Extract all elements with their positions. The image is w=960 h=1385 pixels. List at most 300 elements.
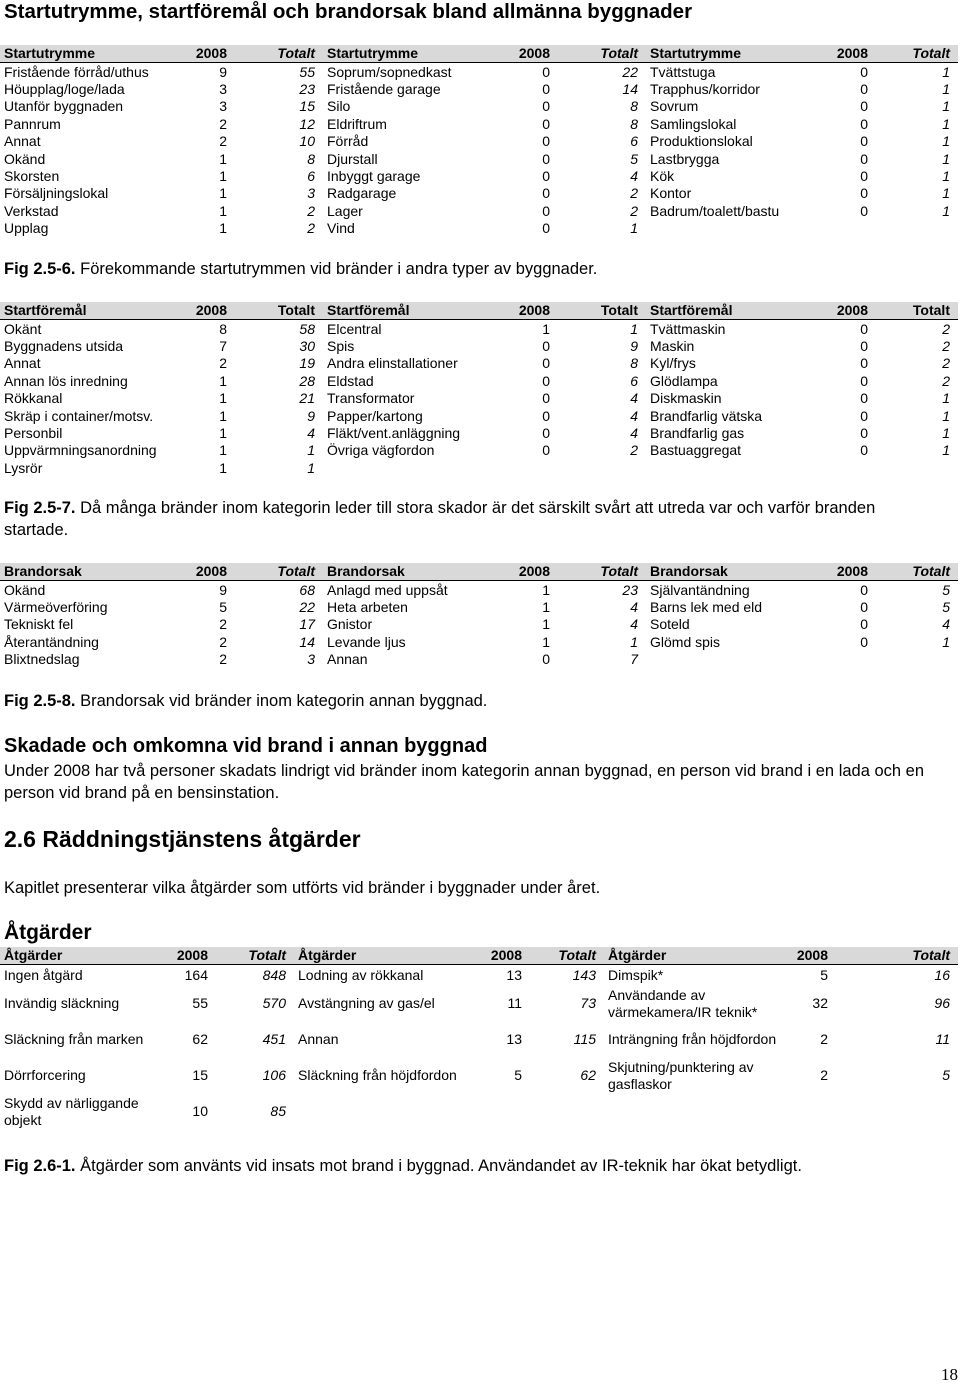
table-cell: 5 <box>514 1067 522 1083</box>
table-row <box>0 986 958 1022</box>
table-row <box>0 185 958 202</box>
table-cell: 0 <box>860 150 868 167</box>
table-cell: Pannrum <box>4 115 61 132</box>
figure-caption: Fig 2.5-7. Då många bränder inom kategorin leder till stora skador är det särskilt svårt att utreda var och varför branden startade. <box>4 499 876 539</box>
table-cell: 3 <box>307 185 315 202</box>
table-cell: Bastuaggregat <box>650 442 742 459</box>
table-cell: Upplag <box>4 220 49 237</box>
section-text: Under 2008 har två personer skadats lindrigt vid bränder inom kategorin annan byggnad, en person vid brand i en lada och en person vid brand på en bensinstation. <box>4 762 925 802</box>
table-row <box>0 1058 958 1094</box>
table-cell: 1 <box>219 390 227 407</box>
table-cell: 14 <box>299 633 315 650</box>
table-cell: 8 <box>630 115 638 132</box>
table-cell <box>323 460 513 477</box>
table-cell: 2 <box>630 202 638 219</box>
table-cell: Skjutning/punktering av gasflaskor <box>608 1058 754 1092</box>
table-row <box>0 63 958 81</box>
table-cell: 2 <box>630 185 638 202</box>
table-cell: Värmeöverföring <box>4 598 108 615</box>
table-cell: 4 <box>630 407 638 424</box>
table-cell: Anlagd med uppsåt <box>327 581 448 598</box>
table-cell: 62 <box>192 1031 208 1047</box>
table-cell: Barns lek med eld <box>650 598 763 615</box>
table-cell: Släckning från höjdfordon <box>298 1067 457 1083</box>
table-cell: 3 <box>307 651 315 668</box>
table-cell: 55 <box>192 995 208 1011</box>
column-header: Totalt <box>558 563 646 581</box>
table-row <box>0 98 958 115</box>
table-row <box>0 168 958 185</box>
table-cell: 0 <box>542 167 550 184</box>
table-row <box>0 599 958 616</box>
table-cell: 0 <box>542 372 550 389</box>
table-cell: 13 <box>506 966 522 983</box>
table-cell: Soprum/sopnedkast <box>327 63 452 80</box>
table-cell: 1 <box>219 459 227 476</box>
table-cell: 4 <box>942 616 950 633</box>
table-cell: Invändig släckning <box>4 995 120 1011</box>
table-cell: Soteld <box>650 616 690 633</box>
table-cell: Tekniskt fel <box>4 616 74 633</box>
table-cell: Djurstall <box>327 150 378 167</box>
table-cell: 2 <box>942 337 950 354</box>
table-cell: 0 <box>860 133 868 150</box>
table-cell: Ingen åtgärd <box>4 966 83 983</box>
column-header: 2008 <box>482 947 530 965</box>
table-cell: Okänd <box>4 581 46 598</box>
table-cell: 5 <box>942 581 950 598</box>
table-cell: 1 <box>942 407 950 424</box>
table-cell: 2 <box>307 202 315 219</box>
table-cell: Verkstad <box>4 202 59 219</box>
table-cell: 10 <box>192 1103 208 1119</box>
table-cell: 0 <box>860 320 868 337</box>
table-cell: 5 <box>820 966 828 983</box>
table-cell: Heta arbeten <box>327 598 408 615</box>
table-cell: 0 <box>860 372 868 389</box>
table-cell: 9 <box>219 63 227 80</box>
table-cell: 0 <box>860 202 868 219</box>
table-cell: Papper/kartong <box>327 407 423 424</box>
table-cell: Annan lös inredning <box>4 372 128 389</box>
table-header-row <box>0 302 958 320</box>
table-cell: 4 <box>307 424 315 441</box>
table-cell: Glömd spis <box>650 633 721 650</box>
table-cell: Övriga vägfordon <box>327 442 435 459</box>
table-cell: 73 <box>580 995 596 1011</box>
table-cell: 1 <box>542 320 550 337</box>
column-header: 2008 <box>513 302 558 320</box>
table-cell: 0 <box>860 115 868 132</box>
table-cell <box>482 1094 530 1130</box>
column-header: Brandorsak <box>323 563 513 581</box>
table-cell: 4 <box>630 167 638 184</box>
table-cell: 115 <box>573 1031 596 1047</box>
table-row <box>0 133 958 150</box>
table-cell: Lodning av rökkanal <box>298 966 424 983</box>
table-cell: 8 <box>307 150 315 167</box>
table-cell: Lysrör <box>4 459 43 476</box>
table-cell: Försäljningslokal <box>4 185 109 202</box>
table-cell: 143 <box>572 966 596 983</box>
table-cell: Badrum/toalett/bastu <box>650 202 780 219</box>
table-row <box>0 220 958 237</box>
table-cell: 2 <box>820 1067 828 1083</box>
table-cell: 22 <box>299 598 315 615</box>
table-cell: Eldstad <box>327 372 374 389</box>
table-cell: 5 <box>942 598 950 615</box>
table-cell: 1 <box>942 98 950 115</box>
table-cell: 68 <box>299 581 315 598</box>
table-cell: Maskin <box>650 337 695 354</box>
table-cell: 5 <box>942 1067 950 1083</box>
table-cell <box>784 1094 836 1130</box>
table-cell: Glödlampa <box>650 372 718 389</box>
table-cell: 0 <box>542 63 550 80</box>
table-cell <box>836 1094 958 1130</box>
table-cell: 0 <box>860 407 868 424</box>
table-cell: 2 <box>307 220 315 237</box>
table-row <box>0 965 958 986</box>
table-cell <box>876 651 958 668</box>
table-row <box>0 1094 958 1130</box>
table-cell: Rökkanal <box>4 390 63 407</box>
column-header: Totalt <box>235 563 323 581</box>
table-cell: 0 <box>860 390 868 407</box>
table-cell: Fläkt/vent.anläggning <box>327 424 461 441</box>
table-cell: 15 <box>192 1067 208 1083</box>
table-cell: 0 <box>542 202 550 219</box>
table-cell: Lager <box>327 202 363 219</box>
table-cell: Gnistor <box>327 616 373 633</box>
table-cell: 2 <box>942 320 950 337</box>
chapter-heading: 2.6 Räddningstjänstens åtgärder <box>4 826 361 852</box>
table-cell: Transformator <box>327 390 415 407</box>
table-cell: Elcentral <box>327 320 382 337</box>
table-cell: Personbil <box>4 424 63 441</box>
table-cell: 19 <box>299 355 315 372</box>
table-cell: 1 <box>307 442 315 459</box>
column-header: Åtgärder <box>604 947 784 965</box>
table-cell: Eldriftrum <box>327 115 387 132</box>
table-row <box>0 425 958 442</box>
table-cell <box>876 460 958 477</box>
table-cell: 62 <box>580 1067 596 1083</box>
table-cell: 7 <box>219 337 227 354</box>
table-cell: 1 <box>219 424 227 441</box>
column-header: 2008 <box>513 563 558 581</box>
table-cell <box>831 651 876 668</box>
table-cell: 0 <box>860 63 868 80</box>
table-cell: 0 <box>542 98 550 115</box>
table-cell: Byggnadens utsida <box>4 337 124 354</box>
table-cell: 0 <box>542 337 550 354</box>
figure-caption: Fig 2.6-1. Åtgärder som använts vid insats mot brand i byggnad. Användandet av IR-teknik har ökat betydligt. <box>4 1157 802 1175</box>
table-cell: Samlingslokal <box>650 115 737 132</box>
table-cell: Radgarage <box>327 185 397 202</box>
table-cell: 1 <box>219 372 227 389</box>
table-cell: Inbyggt garage <box>327 167 421 184</box>
table-cell: 2 <box>219 133 227 150</box>
table-cell <box>558 460 646 477</box>
table-header-row <box>0 563 958 581</box>
table-cell: 3 <box>219 80 227 97</box>
table-cell: Annat <box>4 355 41 372</box>
table-cell: 1 <box>942 390 950 407</box>
table-cell: 6 <box>630 133 638 150</box>
table-cell: Annan <box>298 1031 339 1047</box>
column-header: 2008 <box>513 45 558 63</box>
table-row <box>0 81 958 98</box>
table-cell: 0 <box>860 442 868 459</box>
table-cell: Brandfarlig gas <box>650 424 745 441</box>
column-header: Totalt <box>876 45 958 63</box>
brandorsak-table <box>0 563 958 668</box>
table-cell: 8 <box>630 98 638 115</box>
page-title: Startutrymme, startföremål och brandorsak bland allmänna byggnader <box>4 0 693 23</box>
table-cell: Fristående garage <box>327 80 441 97</box>
figure-caption: Fig 2.5-8. Brandorsak vid bränder inom kategorin annan byggnad. <box>4 692 488 710</box>
table-cell: Höupplag/loge/lada <box>4 80 125 97</box>
table-cell: 6 <box>307 167 315 184</box>
table-cell: 2 <box>942 372 950 389</box>
table-cell: 11 <box>507 995 522 1011</box>
table-cell: Vind <box>327 220 355 237</box>
startutrymme-table <box>0 45 958 237</box>
atgarder-heading: Åtgärder <box>4 921 92 944</box>
table-cell: Brandfarlig vätska <box>650 407 763 424</box>
table-cell: 16 <box>934 966 950 983</box>
column-header: Startutrymme <box>0 45 190 63</box>
table-cell: 85 <box>270 1103 286 1119</box>
table-cell: 0 <box>860 598 868 615</box>
column-header: Totalt <box>876 563 958 581</box>
table-cell: 2 <box>630 442 638 459</box>
table-cell: 1 <box>542 633 550 650</box>
table-cell: 58 <box>299 320 315 337</box>
column-header: Brandorsak <box>646 563 831 581</box>
table-cell: 12 <box>299 115 315 132</box>
table-cell: Okänd <box>4 150 46 167</box>
table-cell: Skorsten <box>4 167 60 184</box>
table-cell: Återantändning <box>4 633 99 650</box>
table-cell: Fristående förråd/uthus <box>4 63 149 80</box>
table-cell: 0 <box>860 185 868 202</box>
table-cell: 2 <box>942 355 950 372</box>
column-header: Totalt <box>235 302 323 320</box>
column-header: Totalt <box>558 45 646 63</box>
table-cell: 2 <box>219 616 227 633</box>
figure-caption: Fig 2.5-6. Förekommande startutrymmen vid bränder i andra typer av byggnader. <box>4 260 598 278</box>
table-cell: 1 <box>542 581 550 598</box>
table-cell: 2 <box>219 633 227 650</box>
table-cell <box>831 460 876 477</box>
page-number: 18 <box>941 1365 958 1384</box>
table-cell: 1 <box>942 80 950 97</box>
column-header: 2008 <box>190 563 235 581</box>
table-cell: 0 <box>860 581 868 598</box>
table-cell: Sovrum <box>650 98 699 115</box>
table-cell: 9 <box>630 337 638 354</box>
table-cell: 6 <box>630 372 638 389</box>
column-header: 2008 <box>784 947 836 965</box>
table-cell: 1 <box>942 167 950 184</box>
table-row <box>0 355 958 372</box>
table-cell <box>831 220 876 237</box>
table-cell: 0 <box>860 616 868 633</box>
table-row <box>0 581 958 599</box>
column-header: Totalt <box>530 947 604 965</box>
table-cell <box>604 1094 784 1130</box>
table-cell: 0 <box>542 80 550 97</box>
table-cell: Dörrforcering <box>4 1067 86 1083</box>
table-cell: 23 <box>299 80 315 97</box>
table-cell: Trapphus/korridor <box>650 80 760 97</box>
table-cell: 28 <box>299 372 315 389</box>
table-cell <box>646 220 831 237</box>
table-cell: 0 <box>542 185 550 202</box>
table-cell: Släckning från marken <box>4 1031 144 1047</box>
table-cell: 0 <box>860 424 868 441</box>
column-header: Startföremål <box>323 302 513 320</box>
table-cell: 32 <box>812 995 828 1011</box>
table-cell: 7 <box>630 651 638 668</box>
table-row <box>0 634 958 651</box>
table-row <box>0 150 958 167</box>
table-cell: Uppvärmningsanordning <box>4 442 157 459</box>
table-cell: 1 <box>219 167 227 184</box>
table-cell: 0 <box>860 80 868 97</box>
column-header: Totalt <box>216 947 294 965</box>
table-header-row <box>0 45 958 63</box>
column-header: 2008 <box>831 45 876 63</box>
table-cell <box>294 1094 482 1130</box>
table-cell: 21 <box>299 390 315 407</box>
table-cell: 9 <box>307 407 315 424</box>
table-cell: 1 <box>942 442 950 459</box>
table-cell: 0 <box>542 424 550 441</box>
table-cell: Användande av värmekamera/IR teknik* <box>608 986 758 1020</box>
table-cell: 451 <box>262 1031 286 1047</box>
table-row <box>0 407 958 424</box>
table-cell: 11 <box>935 1031 950 1047</box>
column-header: Startutrymme <box>646 45 831 63</box>
table-cell <box>646 651 831 668</box>
column-header: Totalt <box>558 302 646 320</box>
table-cell: Andra elinstallationer <box>327 355 458 372</box>
table-cell: Inträngning från höjdfordon <box>608 1031 777 1047</box>
table-cell: 0 <box>860 98 868 115</box>
atgarder-table <box>0 947 958 1130</box>
column-header: Totalt <box>235 45 323 63</box>
table-cell: Annan <box>327 651 368 668</box>
table-cell: Självantändning <box>650 581 750 598</box>
table-row <box>0 616 958 633</box>
table-cell: 23 <box>622 581 638 598</box>
table-cell: 96 <box>934 995 950 1011</box>
table-cell: 0 <box>542 220 550 237</box>
table-header-row <box>0 947 958 965</box>
table-cell: 15 <box>299 98 315 115</box>
table-row <box>0 460 958 477</box>
table-cell: 4 <box>630 424 638 441</box>
table-cell: 5 <box>630 150 638 167</box>
table-cell <box>513 460 558 477</box>
table-cell: 1 <box>219 150 227 167</box>
table-cell: 0 <box>542 133 550 150</box>
table-cell: 2 <box>820 1031 828 1047</box>
column-header: Totalt <box>876 302 958 320</box>
table-cell: Dimspik* <box>608 966 664 983</box>
table-cell <box>876 220 958 237</box>
table-cell: Kök <box>650 167 675 184</box>
table-cell: Kontor <box>650 185 692 202</box>
table-cell <box>646 460 831 477</box>
table-cell: 13 <box>506 1031 522 1047</box>
table-row <box>0 390 958 407</box>
column-header: Åtgärder <box>294 947 482 965</box>
table-cell: Levande ljus <box>327 633 406 650</box>
table-cell: 1 <box>942 424 950 441</box>
chapter-intro: Kapitlet presenterar vilka åtgärder som utförts vid bränder i byggnader under året. <box>4 879 601 897</box>
table-cell: Utanför byggnaden <box>4 98 124 115</box>
column-header: Startutrymme <box>323 45 513 63</box>
table-cell: 106 <box>262 1067 286 1083</box>
table-cell: 4 <box>630 616 638 633</box>
table-cell: Lastbrygga <box>650 150 720 167</box>
table-cell: Tvättstuga <box>650 63 716 80</box>
table-cell: 1 <box>942 115 950 132</box>
table-cell: 1 <box>542 598 550 615</box>
table-cell: 8 <box>630 355 638 372</box>
table-cell: Kyl/frys <box>650 355 696 372</box>
table-cell: 1 <box>942 633 950 650</box>
table-cell: 1 <box>942 63 950 80</box>
table-cell: Avstängning av gas/el <box>298 995 435 1011</box>
table-cell: 1 <box>630 633 638 650</box>
table-cell: 0 <box>542 407 550 424</box>
table-cell: 0 <box>860 355 868 372</box>
table-cell: 0 <box>542 651 550 668</box>
table-cell: 164 <box>184 966 208 983</box>
table-cell: 9 <box>219 581 227 598</box>
table-cell: 10 <box>299 133 315 150</box>
table-cell: 17 <box>299 616 315 633</box>
table-cell: 55 <box>299 63 315 80</box>
column-header: 2008 <box>831 302 876 320</box>
table-cell: 0 <box>542 390 550 407</box>
table-cell: Blixtnedslag <box>4 651 80 668</box>
column-header: Brandorsak <box>0 563 190 581</box>
table-cell: 2 <box>219 115 227 132</box>
table-cell: 1 <box>219 185 227 202</box>
table-cell: Skydd av närliggande objekt <box>4 1094 139 1128</box>
table-cell: 1 <box>307 459 315 476</box>
table-cell: 14 <box>622 80 638 97</box>
table-cell: 22 <box>622 63 638 80</box>
table-cell: 1 <box>630 220 638 237</box>
table-cell: 1 <box>219 220 227 237</box>
table-cell: Okänt <box>4 320 42 337</box>
table-cell: Silo <box>327 98 351 115</box>
table-cell: 1 <box>219 442 227 459</box>
table-cell: 0 <box>542 355 550 372</box>
table-cell: 1 <box>942 133 950 150</box>
table-cell <box>530 1094 604 1130</box>
table-cell: 30 <box>299 337 315 354</box>
table-cell: 0 <box>860 633 868 650</box>
table-cell: 0 <box>542 442 550 459</box>
